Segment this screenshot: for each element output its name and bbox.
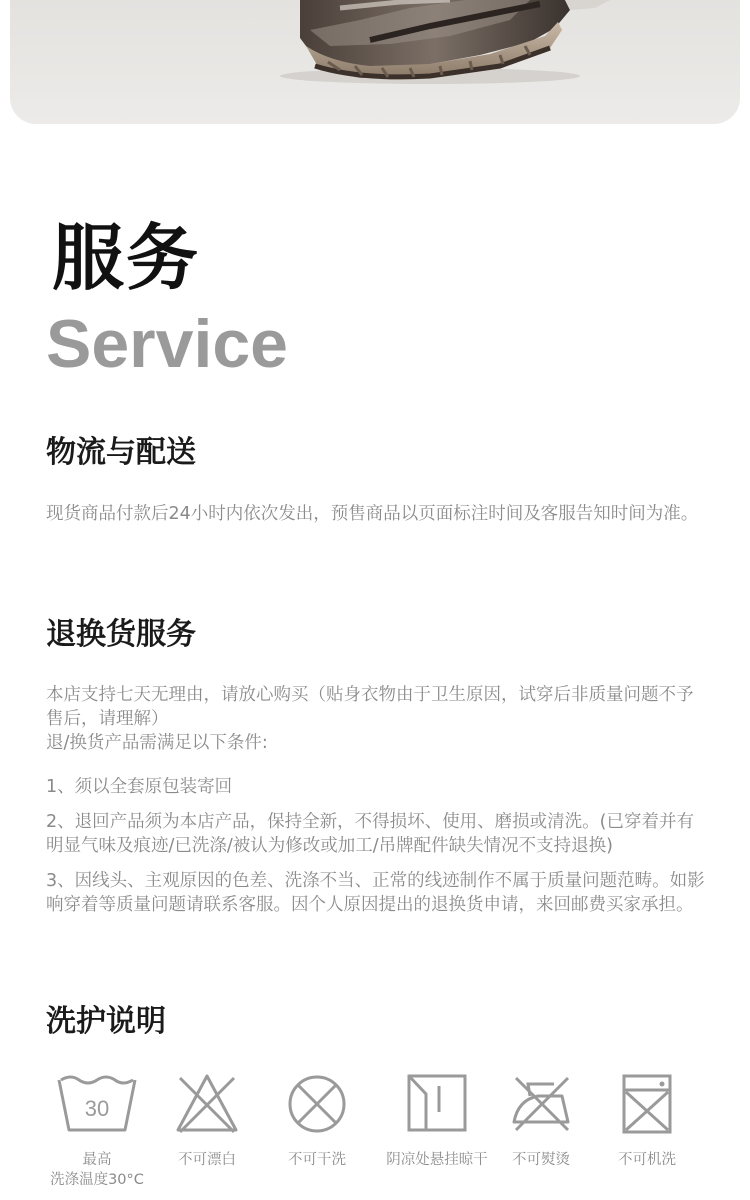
no-iron-icon [508,1072,574,1134]
shoe-image [10,0,740,124]
no-tumble-dry-icon [284,1072,350,1134]
no-bleach-icon [174,1072,240,1134]
returns-intro: 本店支持七天无理由，请放心购买（贴身衣物由于卫生原因，试穿后非质量问题不予售后，请理解） [46,685,694,729]
returns-rule-1: 1、须以全套原包装寄回 [46,777,233,797]
care-label-wash-line2: 洗涤温度30°C [50,1172,144,1188]
care-title: 洗护说明 [46,1004,166,1039]
care-label-no-bleach: 不可漂白 [178,1152,236,1168]
care-label-no-dry-clean: 不可干洗 [288,1152,346,1168]
care-label-no-machine-wash: 不可机洗 [618,1152,676,1168]
care-item-no-bleach [152,1072,262,1170]
care-label-line-dry: 阴凉处悬挂晾干 [386,1152,488,1168]
care-icons-row [46,1072,714,1192]
hero-image [10,0,740,124]
care-label-no-iron: 不可熨烫 [512,1152,570,1168]
logistics-title: 物流与配送 [46,435,196,470]
care-item-no-machine-wash [592,1072,702,1170]
care-item-no-iron [486,1072,596,1170]
returns-rule-3: 3、因线头、主观原因的色差、洗涤不当、正常的线迹制作不属于质量问题范畴。如影响穿着等质量问题请联系客服。因个人原因提出的退换货申请，来回邮费买家承担。 [46,871,705,915]
section-heading-english: Service [46,306,288,382]
returns-title: 退换货服务 [46,617,196,652]
returns-text [46,683,706,917]
section-heading-chinese: 服务 [52,216,201,300]
no-machine-wash-icon [614,1072,680,1134]
line-dry-shade-icon [404,1072,470,1134]
returns-conditions-lead: 退/换货产品需满足以下条件: [46,733,268,753]
returns-rule-2: 2、退回产品须为本店产品，保持全新，不得损坏、使用、磨损或清洗。(已穿着并有明显气味及痕迹/已洗涤/被认为修改或加工/吊牌配件缺失情况不支持退换) [46,812,694,856]
wash-30-icon [57,1072,137,1134]
care-item-no-dry-clean [262,1072,372,1170]
logistics-text [46,502,706,526]
care-item-line-dry [382,1072,492,1170]
care-label-wash-line1: 最高 [82,1152,112,1168]
care-item-wash-30 [42,1072,152,1190]
wash-temperature-number: 30 [84,1096,110,1121]
logistics-paragraph: 现货商品付款后24小时内依次发出，预售商品以页面标注时间及客服告知时间为准。 [46,504,699,524]
